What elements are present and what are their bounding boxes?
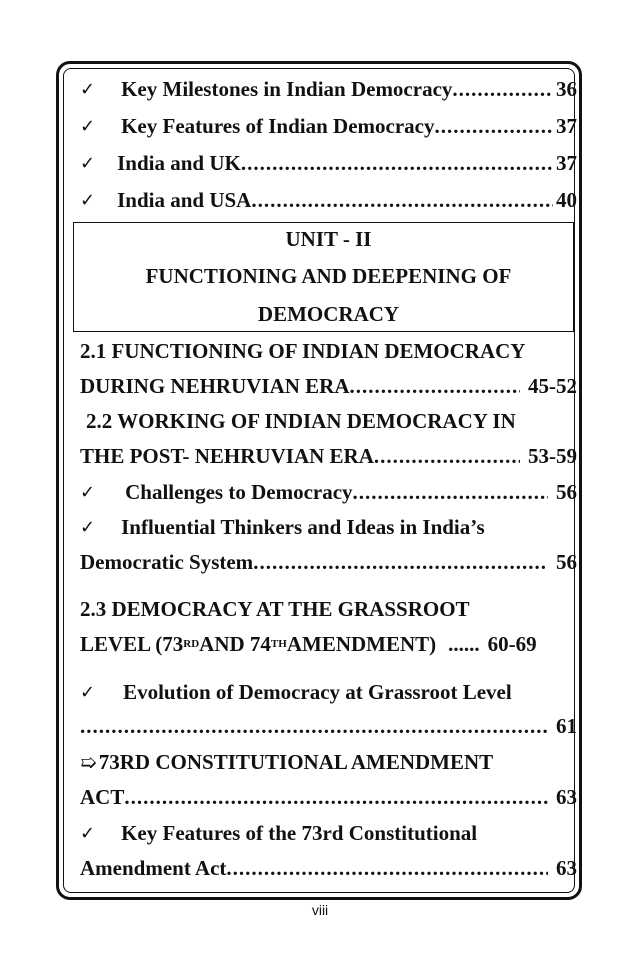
leader-dots bbox=[80, 714, 548, 739]
section-title: THE POST- NEHRUVIAN ERA bbox=[80, 443, 374, 468]
leader-dots bbox=[253, 550, 548, 575]
entry-title: Challenges to Democracy bbox=[125, 479, 353, 504]
entry-title: Influential Thinkers and Ideas in India’s bbox=[121, 514, 485, 539]
section-title-a: LEVEL (73 bbox=[80, 631, 184, 656]
entry-title: 73RD CONSTITUTIONAL AMENDMENT bbox=[98, 749, 494, 774]
entry-page: 56 bbox=[556, 549, 577, 574]
leader-dots bbox=[353, 480, 548, 505]
section-heading-cont bbox=[80, 441, 577, 471]
section-heading: 2.2 WORKING OF INDIAN DEMOCRACY IN bbox=[86, 408, 516, 433]
leader-dots bbox=[434, 114, 553, 139]
section-pages: 60-69 bbox=[487, 631, 537, 656]
entry-page: 37 bbox=[556, 150, 577, 175]
leader-dots bbox=[226, 856, 548, 881]
toc-entry-cont bbox=[80, 782, 577, 812]
check-icon: ✓ bbox=[80, 822, 96, 844]
section-heading-cont bbox=[80, 371, 577, 401]
entry-title: Key Milestones in Indian Democracy bbox=[121, 76, 453, 101]
toc-entry-cont bbox=[80, 853, 577, 883]
section-title-b: AND 74 bbox=[199, 631, 271, 656]
entry-page: 63 bbox=[556, 855, 577, 880]
toc-entry bbox=[80, 74, 577, 104]
leader-dots bbox=[452, 77, 553, 102]
entry-title: Democratic System bbox=[80, 549, 254, 574]
check-icon: ✓ bbox=[80, 481, 96, 503]
entry-page: 36 bbox=[556, 76, 577, 101]
leader-dots bbox=[241, 151, 553, 176]
check-icon: ✓ bbox=[80, 189, 96, 211]
toc-entry-cont bbox=[80, 547, 577, 577]
toc-entry bbox=[80, 185, 577, 215]
toc-entry bbox=[80, 148, 577, 178]
arrow-icon: ➯ bbox=[80, 750, 97, 774]
section-pages: 53-59 bbox=[528, 443, 577, 468]
unit-title-line1: FUNCTIONING AND DEEPENING OF bbox=[145, 263, 512, 288]
entry-title: India and UK bbox=[117, 150, 241, 175]
toc-entry-cont bbox=[80, 711, 577, 741]
section-title: DURING NEHRUVIAN ERA bbox=[80, 373, 350, 398]
entry-page: 40 bbox=[556, 187, 577, 212]
leader-dots bbox=[124, 785, 548, 810]
entry-page: 37 bbox=[556, 113, 577, 138]
unit-title-line2: DEMOCRACY bbox=[257, 301, 400, 326]
toc-entry bbox=[80, 111, 577, 141]
toc-entry bbox=[80, 512, 577, 542]
leader-dots bbox=[374, 444, 520, 469]
entry-title: Key Features of Indian Democracy bbox=[121, 113, 435, 138]
check-icon: ✓ bbox=[80, 78, 96, 100]
section-heading-cont: LEVEL (73 RD AND 74 TH AMENDMENT) ...... 60-69 bbox=[80, 631, 537, 656]
toc-entry bbox=[80, 677, 577, 707]
entry-title: India and USA bbox=[117, 187, 252, 212]
toc-entry bbox=[80, 477, 577, 507]
section-title-c: AMENDMENT) bbox=[286, 631, 437, 656]
unit-label: UNIT - II bbox=[285, 226, 372, 251]
entry-title: Amendment Act bbox=[80, 855, 227, 880]
section-heading: 2.1 FUNCTIONING OF INDIAN DEMOCRACY bbox=[80, 338, 526, 363]
entry-title: ACT bbox=[80, 784, 125, 809]
page-number: viii bbox=[311, 902, 329, 918]
entry-page: 61 bbox=[556, 713, 577, 738]
section-pages: 45-52 bbox=[528, 373, 577, 398]
entry-page: 56 bbox=[556, 479, 577, 504]
section-heading: 2.3 DEMOCRACY AT THE GRASSROOT bbox=[80, 596, 470, 621]
leader-dots bbox=[251, 188, 553, 213]
check-icon: ✓ bbox=[80, 115, 96, 137]
check-icon: ✓ bbox=[80, 681, 96, 703]
leader-dots-short: ...... bbox=[448, 631, 480, 656]
toc-entry bbox=[80, 747, 577, 777]
check-icon: ✓ bbox=[80, 152, 96, 174]
check-icon: ✓ bbox=[80, 516, 96, 538]
leader-dots bbox=[350, 374, 520, 399]
entry-title: Key Features of the 73rd Constitutional bbox=[121, 820, 478, 845]
toc-entry bbox=[80, 818, 577, 848]
entry-page: 63 bbox=[556, 784, 577, 809]
entry-title: Evolution of Democracy at Grassroot Level bbox=[123, 679, 512, 704]
